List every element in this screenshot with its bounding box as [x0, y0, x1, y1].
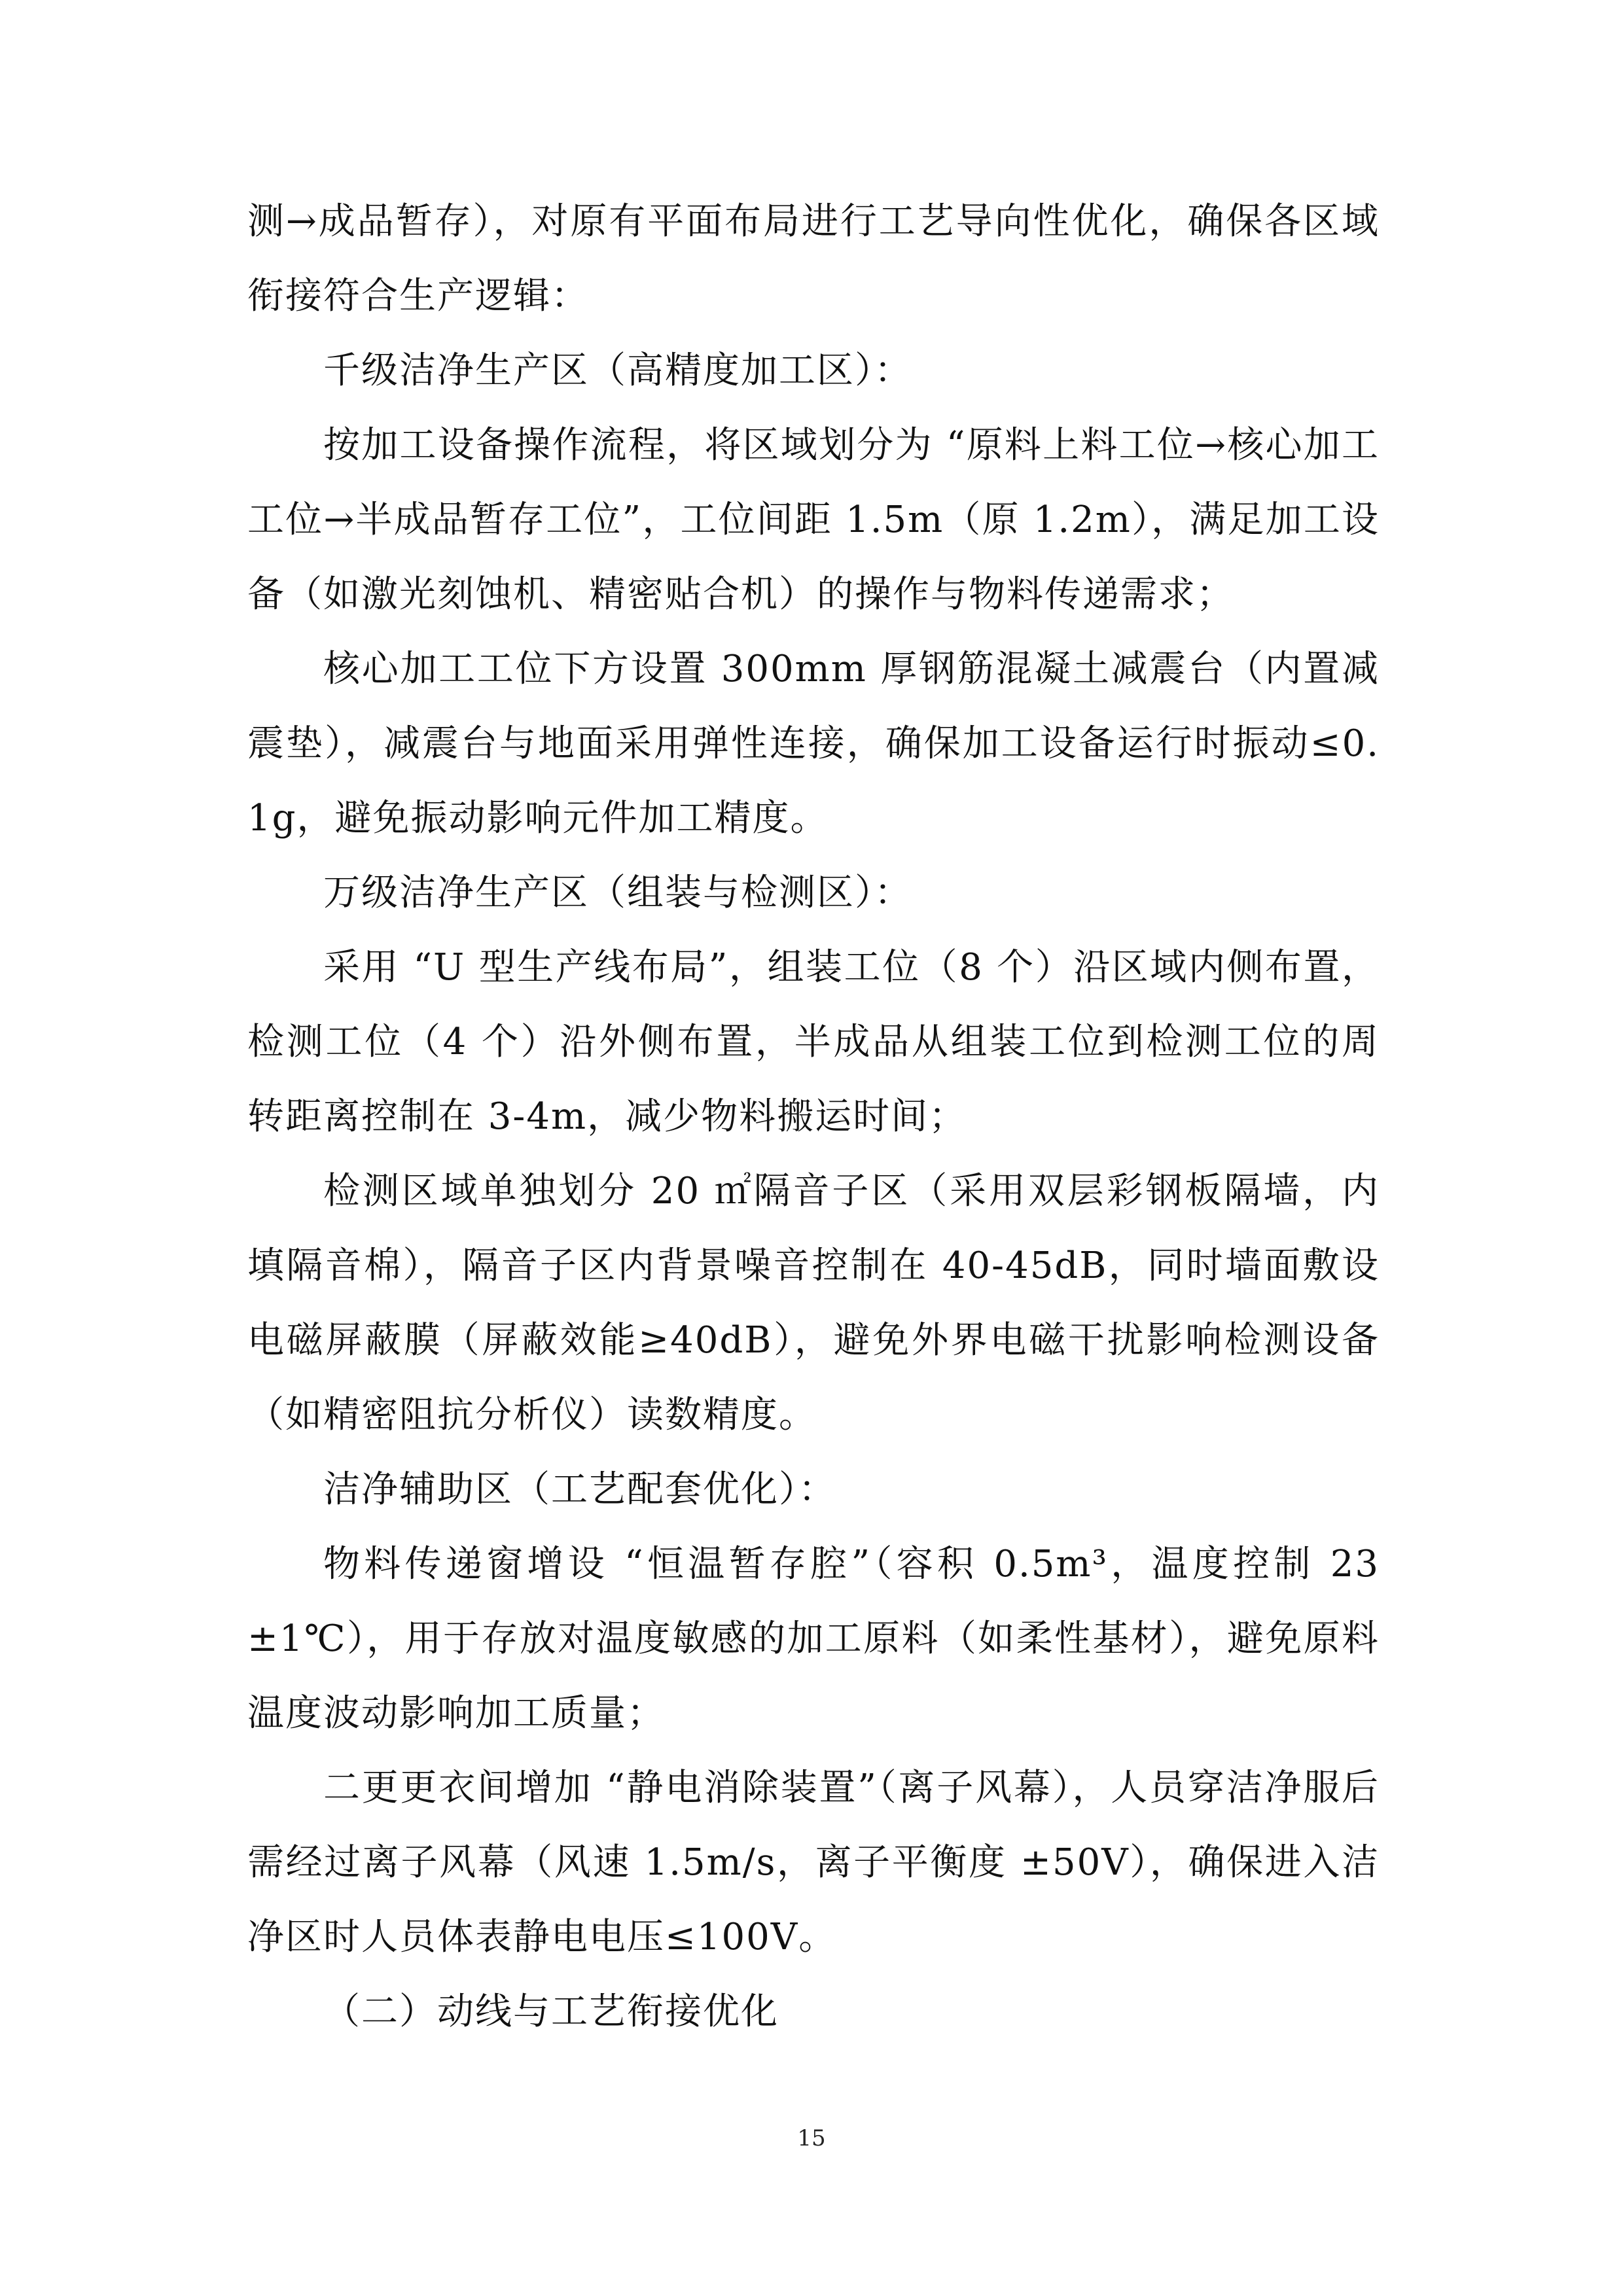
paragraph-continuation: 测→成品暂存），对原有平面布局进行工艺导向性优化，确保各区域衔接符合生产逻辑： [247, 200, 1380, 317]
paragraph-acoustic-subzone: 检测区域单独划分 20 ㎡隔音子区（采用双层彩钢板隔墙，内填隔音棉），隔音子区内背景噪音控制在 40-45dB，同时墙面敷设电磁屏蔽膜（屏蔽效能≥40dB），避免外界电磁干扰影响检测设备（如精密阻抗分析仪）读数精度。 [247, 1170, 1380, 1436]
paragraph-u-shaped-line: 采用 “U 型生产线布局”，组装工位（8 个）沿区域内侧布置，检测工位（4 个）沿外侧布置，半成品从组装工位到检测工位的周转距离控制在 3-4m，减少物料搬运时间； [247, 946, 1380, 1138]
paragraph-process-layout: 按加工设备操作流程，将区域划分为 “原料上料工位→核心加工工位→半成品暂存工位”，工位间距 1.5m（原 1.2m），满足加工设备（如激光刻蚀机、精密贴合机）的操作与物料传递需求； [247, 424, 1380, 616]
paragraph-static-elimination: 二更更衣间增加 “静电消除装置”（离子风幕），人员穿洁净服后需经过离子风幕（风速 1.5m/s，离子平衡度 ±50V），确保进入洁净区时人员体表静电电压≤100V。 [247, 1767, 1380, 1958]
subheading-ten-thousand-class-clean-area: 万级洁净生产区（组装与检测区）： [323, 872, 912, 914]
subheading-clean-auxiliary-area: 洁净辅助区（工艺配套优化）： [323, 1468, 836, 1511]
page-number: 15 [797, 2125, 826, 2151]
paragraph-thermostatic-chamber: 物料传递窗增设 “恒温暂存腔”（容积 0.5m³，温度控制 23±1℃），用于存放对温度敏感的加工原料（如柔性基材），避免原料温度波动影响加工质量； [247, 1543, 1380, 1735]
subheading-thousand-class-clean-area: 千级洁净生产区（高精度加工区）： [323, 349, 912, 392]
document-body [247, 185, 1380, 2049]
section-heading-flow-optimization: （二）动线与工艺衔接优化 [323, 1990, 779, 2033]
paragraph-vibration-table: 核心加工工位下方设置 300mm 厚钢筋混凝土减震台（内置减震垫），减震台与地面采用弹性连接，确保加工设备运行时振动≤0.1g，避免振动影响元件加工精度。 [247, 648, 1380, 839]
